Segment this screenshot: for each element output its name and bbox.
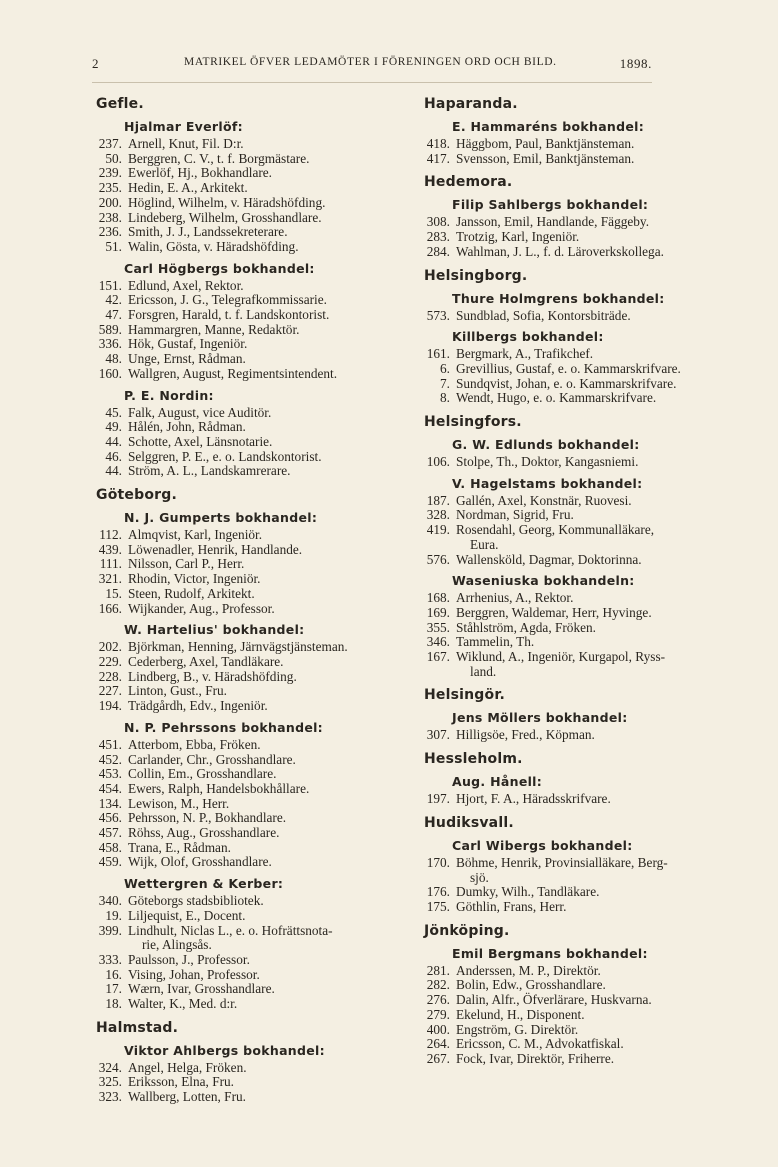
member-entry: [96, 1061, 418, 1076]
member-number: 239.: [98, 165, 122, 181]
member-number: 227.: [98, 683, 122, 699]
member-entry: [424, 362, 764, 377]
member-entry: [424, 856, 764, 885]
member-number: 168.: [426, 590, 450, 606]
member-entry: [96, 152, 418, 167]
member-number: 279.: [426, 1006, 450, 1022]
header-year: 1898.: [619, 56, 652, 71]
member-number: 281.: [426, 962, 450, 978]
member-name: Lindeberg, Wilhelm, Grosshandlare.: [128, 209, 322, 225]
member-name: Rosendahl, Georg, Kommunalläkare,: [456, 522, 655, 538]
member-entry: [96, 211, 418, 226]
member-number: 169.: [426, 604, 450, 620]
member-entry: [424, 792, 764, 807]
member-entry: [96, 406, 418, 421]
member-name: Göteborgs stadsbibliotek.: [128, 893, 264, 909]
member-name: Ericsson, C. M., Advokatfiskal.: [456, 1036, 624, 1052]
member-name: Wijk, Olof, Grosshandlare.: [128, 854, 272, 870]
bookstore-heading: Hjalmar Everlöf:: [124, 119, 243, 134]
bookstore-heading: W. Hartelius' bokhandel:: [124, 622, 305, 638]
member-name: Hök, Gustaf, Ingeniör.: [128, 336, 248, 352]
member-entry: [96, 968, 418, 983]
member-entry: [96, 450, 418, 465]
member-name: Pehrsson, N. P., Bokhandlare.: [128, 810, 287, 826]
member-number: 418.: [426, 136, 450, 151]
member-entry: [96, 420, 418, 435]
member-number: 451.: [98, 736, 122, 752]
member-number: 282.: [426, 977, 450, 993]
city-heading: Hedemora.: [424, 174, 513, 191]
member-name: Almqvist, Karl, Ingeniör.: [128, 527, 263, 543]
member-name: Nilsson, Carl P., Herr.: [128, 556, 245, 572]
member-name: Grevillius, Gustaf, e. o. Kammarskrifvare.: [456, 360, 681, 376]
member-name: Berggren, C. V., t. f. Borgmästare.: [128, 150, 310, 166]
member-entry: [96, 982, 418, 997]
member-name: Engström, G. Direktör.: [456, 1021, 579, 1037]
member-entry: [424, 523, 764, 552]
member-entry: [424, 377, 764, 392]
member-entry: [424, 553, 764, 568]
member-name-continued: Eura.: [470, 536, 499, 552]
member-number: 308.: [426, 214, 450, 230]
member-name: Falk, August, vice Auditör.: [128, 404, 272, 420]
member-number: 51.: [105, 238, 122, 254]
member-entry: [96, 337, 418, 352]
member-number: 333.: [98, 951, 122, 967]
member-number: 47.: [105, 307, 122, 323]
running-header: [92, 56, 652, 76]
bookstore-heading: P. E. Nordin:: [124, 387, 214, 403]
member-number: 399.: [98, 922, 122, 938]
member-number: 134.: [98, 795, 122, 811]
member-number: 167.: [426, 649, 450, 665]
member-number: 50.: [105, 150, 122, 166]
member-entry: [96, 841, 418, 856]
member-number: 6.: [440, 360, 450, 376]
city-heading: Hudiksvall.: [424, 814, 514, 831]
bookstore-heading: Waseniuska bokhandeln:: [452, 573, 635, 589]
member-name: Forsgren, Harald, t. f. Landskontorist.: [128, 307, 330, 323]
member-number: 355.: [426, 619, 450, 635]
member-name: Jansson, Emil, Handlande, Fäggeby.: [456, 214, 650, 230]
member-number: 170.: [426, 854, 450, 870]
member-entry: [96, 587, 418, 602]
member-entry: [96, 572, 418, 587]
member-name: Häggbom, Paul, Banktjänsteman.: [456, 136, 635, 151]
member-name: Rhodin, Victor, Ingeniör.: [128, 571, 261, 587]
member-entry: [96, 699, 418, 714]
member-number: 46.: [105, 448, 122, 464]
member-name-continued: land.: [470, 663, 497, 679]
member-entry: [96, 367, 418, 382]
member-name: Liljequist, E., Docent.: [128, 907, 246, 923]
member-name: Svensson, Emil, Banktjänsteman.: [456, 150, 635, 166]
member-name: Berggren, Waldemar, Herr, Hyvinge.: [456, 604, 652, 620]
member-entry: [96, 670, 418, 685]
member-number: 160.: [98, 365, 122, 381]
member-entry: [96, 308, 418, 323]
member-entry: [96, 240, 418, 255]
member-name: Höglind, Wilhelm, v. Häradshöfding.: [128, 194, 326, 210]
member-name: Smith, J. J., Landssekreterare.: [128, 224, 288, 240]
member-number: 336.: [98, 336, 122, 352]
member-name: Paulsson, J., Professor.: [128, 951, 250, 967]
bookstore-heading: Aug. Hånell:: [452, 774, 543, 790]
member-name: Linton, Gust., Fru.: [128, 683, 227, 699]
member-number: 459.: [98, 854, 122, 870]
member-number: 238.: [98, 209, 122, 225]
member-entry: [96, 909, 418, 924]
member-entry: [424, 137, 764, 152]
member-name: Vising, Johan, Professor.: [128, 966, 260, 982]
member-number: 321.: [98, 571, 122, 587]
member-entry: [96, 543, 418, 558]
member-entry: [424, 900, 764, 915]
member-entry: [424, 885, 764, 900]
member-entry: [96, 323, 418, 338]
member-name: Fock, Ivar, Direktör, Friherre.: [456, 1050, 615, 1066]
bookstore-heading: Carl Högbergs bokhandel:: [124, 260, 315, 276]
member-entry: [96, 557, 418, 572]
member-entry: [96, 279, 418, 294]
member-number: 264.: [426, 1036, 450, 1052]
member-number: 45.: [105, 404, 122, 420]
member-name: Nordman, Sigrid, Fru.: [456, 507, 574, 523]
member-entry: [96, 924, 418, 953]
member-name: Dumky, Wilh., Tandläkare.: [456, 884, 600, 900]
member-entry: [96, 137, 418, 152]
member-entry: [424, 494, 764, 509]
member-name: Walter, K., Med. d:r.: [128, 996, 238, 1012]
member-entry: [96, 894, 418, 909]
member-name: Ström, A. L., Landskamrerare.: [128, 463, 291, 479]
member-name: Gallén, Axel, Konstnär, Ruovesi.: [456, 492, 632, 508]
member-entry: [424, 152, 764, 167]
bookstore-heading: Carl Wibergs bokhandel:: [452, 837, 633, 853]
member-name: Wijkander, Aug., Professor.: [128, 600, 275, 616]
member-name: Lindberg, B., v. Häradshöfding.: [128, 668, 297, 684]
member-name: Dalin, Alfr., Öfverlärare, Huskvarna.: [456, 992, 652, 1008]
member-number: 8.: [440, 390, 450, 406]
member-number: 161.: [426, 346, 450, 362]
city-heading: Helsingborg.: [424, 267, 528, 284]
member-number: 417.: [426, 150, 450, 166]
member-entry: [424, 1037, 764, 1052]
member-entry: [96, 225, 418, 240]
member-entry: [96, 293, 418, 308]
member-number: 457.: [98, 825, 122, 841]
member-entry: [424, 621, 764, 636]
city-heading: Hessleholm.: [424, 751, 523, 768]
bookstore-heading: Filip Sahlbergs bokhandel:: [452, 197, 649, 213]
member-name: Schotte, Axel, Länsnotarie.: [128, 433, 273, 449]
member-number: 456.: [98, 810, 122, 826]
member-number: 453.: [98, 766, 122, 782]
bookstore-heading: Thure Holmgrens bokhandel:: [452, 290, 665, 306]
member-number: 340.: [98, 893, 122, 909]
city-heading: Helsingör.: [424, 687, 505, 704]
left-column: [96, 96, 418, 1105]
bookstore-heading: N. P. Pehrssons bokhandel:: [124, 719, 323, 735]
member-number: 44.: [105, 433, 122, 449]
member-entry: [96, 196, 418, 211]
member-number: 194.: [98, 698, 122, 714]
member-number: 200.: [98, 194, 122, 210]
member-entry: [96, 181, 418, 196]
member-number: 235.: [98, 180, 122, 196]
member-entry: [424, 1008, 764, 1023]
member-entry: [424, 635, 764, 650]
member-entry: [96, 352, 418, 367]
member-number: 324.: [98, 1059, 122, 1075]
member-number: 42.: [105, 292, 122, 308]
member-entry: [96, 997, 418, 1012]
member-name: Angel, Helga, Fröken.: [128, 1059, 247, 1075]
member-name-continued: sjö.: [470, 869, 489, 885]
city-heading: Gefle.: [96, 96, 144, 112]
member-name: Wallberg, Lotten, Fru.: [128, 1089, 246, 1105]
member-entry: [96, 528, 418, 543]
bookstore-heading: Emil Bergmans bokhandel:: [452, 945, 648, 961]
member-number: 325.: [98, 1074, 122, 1090]
member-name: Trädgårdh, Edv., Ingeniör.: [128, 698, 268, 714]
bookstore-heading: Killbergs bokhandel:: [452, 329, 604, 345]
member-number: 328.: [426, 507, 450, 523]
member-number: 276.: [426, 992, 450, 1008]
member-number: 236.: [98, 224, 122, 240]
city-heading: Göteborg.: [96, 487, 177, 504]
member-number: 202.: [98, 639, 122, 655]
member-entry: [424, 606, 764, 621]
bookstore-heading: G. W. Edlunds bokhandel:: [452, 437, 640, 453]
member-entry: [424, 1023, 764, 1038]
member-name: Arnell, Knut, Fil. D:r.: [128, 136, 244, 151]
bookstore-heading: V. Hagelstams bokhandel:: [452, 475, 643, 491]
page-number: 2: [92, 56, 100, 71]
member-name: Wærn, Ivar, Grosshandlare.: [128, 981, 275, 997]
member-name: Röhss, Aug., Grosshandlare.: [128, 825, 280, 841]
header-rule: [92, 82, 652, 83]
member-entry: [424, 230, 764, 245]
member-entry: [96, 602, 418, 617]
member-entry: [96, 953, 418, 968]
member-name: Göthlin, Frans, Herr.: [456, 898, 567, 914]
right-column: [424, 96, 764, 1067]
member-entry: [96, 464, 418, 479]
bookstore-heading: N. J. Gumperts bokhandel:: [124, 510, 318, 526]
member-entry: [424, 347, 764, 362]
member-number: 346.: [426, 634, 450, 650]
member-number: 419.: [426, 522, 450, 538]
member-number: 19.: [105, 907, 122, 923]
bookstore-heading: Jens Möllers bokhandel:: [452, 710, 628, 726]
member-name: Atterbom, Ebba, Fröken.: [128, 736, 261, 752]
member-number: 49.: [105, 419, 122, 435]
member-name: Bolin, Edw., Grosshandlare.: [456, 977, 606, 993]
member-name: Selggren, P. E., e. o. Landskontorist.: [128, 448, 322, 464]
member-name: Böhme, Henrik, Provinsialläkare, Berg-: [456, 854, 668, 870]
member-number: 17.: [105, 981, 122, 997]
member-name: Löwenadler, Henrik, Handlande.: [128, 541, 303, 557]
member-name: Hjort, F. A., Häradsskrifvare.: [456, 791, 611, 807]
city-heading: Haparanda.: [424, 96, 518, 112]
member-name: Wallgren, August, Regimentsintendent.: [128, 365, 338, 381]
member-entry: [424, 650, 764, 679]
member-entry: [96, 855, 418, 870]
member-name: Collin, Em., Grosshandlare.: [128, 766, 277, 782]
member-entry: [424, 455, 764, 470]
member-number: 166.: [98, 600, 122, 616]
member-name: Wahlman, J. L., f. d. Läroverkskollega.: [456, 243, 664, 259]
member-entry: [424, 964, 764, 979]
member-entry: [424, 309, 764, 324]
member-name: Björkman, Henning, Järnvägstjänsteman.: [128, 639, 348, 655]
member-number: 187.: [426, 492, 450, 508]
member-number: 284.: [426, 243, 450, 259]
member-entry: [96, 684, 418, 699]
member-number: 44.: [105, 463, 122, 479]
member-entry: [96, 1075, 418, 1090]
member-number: 323.: [98, 1089, 122, 1105]
member-name: Ekelund, H., Disponent.: [456, 1006, 585, 1022]
member-entry: [424, 728, 764, 743]
member-entry: [424, 508, 764, 523]
member-name-continued: rie, Alingsås.: [142, 937, 212, 953]
member-number: 452.: [98, 751, 122, 767]
member-name: Unge, Ernst, Rådman.: [128, 351, 246, 367]
bookstore-heading: Viktor Ahlbergs bokhandel:: [124, 1042, 325, 1058]
member-number: 111.: [99, 556, 122, 572]
city-heading: Jönköping.: [424, 922, 510, 939]
member-number: 197.: [426, 791, 450, 807]
member-name: Steen, Rudolf, Arkitekt.: [128, 585, 255, 601]
bookstore-heading: E. Hammaréns bokhandel:: [452, 119, 645, 134]
member-number: 439.: [98, 541, 122, 557]
member-name: Anderssen, M. P., Direktör.: [456, 962, 601, 978]
member-number: 151.: [98, 277, 122, 293]
member-entry: [96, 782, 418, 797]
city-heading: Helsingfors.: [424, 414, 522, 431]
member-entry: [424, 245, 764, 260]
member-entry: [424, 215, 764, 230]
member-entry: [96, 655, 418, 670]
member-number: 15.: [105, 585, 122, 601]
member-number: 175.: [426, 898, 450, 914]
member-name: Eriksson, Elna, Fru.: [128, 1074, 234, 1090]
member-entry: [96, 797, 418, 812]
member-name: Ewers, Ralph, Handelsbokhållare.: [128, 780, 310, 796]
header-title: MATRIKEL ÖFVER LEDAMÖTER I FÖRENINGEN ORD OCH BILD.: [184, 56, 557, 68]
member-name: Wallensköld, Dagmar, Doktorinna.: [456, 551, 642, 567]
member-entry: [424, 978, 764, 993]
member-name: Tammelin, Th.: [456, 634, 535, 650]
member-name: Lewison, M., Herr.: [128, 795, 230, 811]
member-number: 48.: [105, 351, 122, 367]
member-name: Trotzig, Karl, Ingeniör.: [456, 229, 580, 245]
member-number: 229.: [98, 653, 122, 669]
member-number: 576.: [426, 551, 450, 567]
member-name: Lindhult, Niclas L., e. o. Hofrättsnota-: [128, 922, 333, 938]
member-name: Bergmark, A., Trafikchef.: [456, 346, 594, 362]
member-name: Wiklund, A., Ingeniör, Kurgapol, Ryss-: [456, 649, 666, 665]
member-entry: [96, 640, 418, 655]
member-number: 589.: [98, 321, 122, 337]
member-name: Carlander, Chr., Grosshandlare.: [128, 751, 296, 767]
member-number: 454.: [98, 780, 122, 796]
member-entry: [96, 811, 418, 826]
bookstore-heading: Wettergren & Kerber:: [124, 876, 284, 892]
member-number: 458.: [98, 839, 122, 855]
member-number: 237.: [98, 136, 122, 151]
member-number: 7.: [440, 375, 450, 391]
member-number: 16.: [105, 966, 122, 982]
member-number: 573.: [426, 307, 450, 323]
member-name: Ericsson, J. G., Telegrafkommissarie.: [128, 292, 327, 308]
member-name: Sundqvist, Johan, e. o. Kammarskrifvare.: [456, 375, 677, 391]
member-number: 307.: [426, 727, 450, 743]
member-name: Edlund, Axel, Rektor.: [128, 277, 244, 293]
member-name: Hedin, E. A., Arkitekt.: [128, 180, 248, 196]
member-number: 267.: [426, 1050, 450, 1066]
member-entry: [424, 1052, 764, 1067]
member-number: 228.: [98, 668, 122, 684]
member-number: 283.: [426, 229, 450, 245]
member-name: Stolpe, Th., Doktor, Kangasniemi.: [456, 454, 639, 470]
city-heading: Halmstad.: [96, 1019, 179, 1036]
member-entry: [96, 753, 418, 768]
member-number: 106.: [426, 454, 450, 470]
member-entry: [96, 435, 418, 450]
member-entry: [96, 767, 418, 782]
member-name: Wendt, Hugo, e. o. Kammarskrifvare.: [456, 390, 657, 406]
member-name: Trana, E., Rådman.: [128, 839, 231, 855]
member-name: Hilligsöe, Fred., Köpman.: [456, 727, 595, 743]
member-name: Walin, Gösta, v. Häradshöfding.: [128, 238, 299, 254]
member-name: Hålén, John, Rådman.: [128, 419, 246, 435]
member-number: 18.: [105, 996, 122, 1012]
member-entry: [96, 1090, 418, 1105]
member-entry: [424, 591, 764, 606]
member-entry: [424, 993, 764, 1008]
member-name: Sundblad, Sofia, Kontorsbiträde.: [456, 307, 631, 323]
member-name: Arrhenius, A., Rektor.: [456, 590, 574, 606]
member-name: Ståhlström, Agda, Fröken.: [456, 619, 596, 635]
member-entry: [96, 738, 418, 753]
member-name: Cederberg, Axel, Tandläkare.: [128, 653, 284, 669]
member-number: 176.: [426, 884, 450, 900]
member-number: 112.: [99, 527, 122, 543]
member-entry: [96, 826, 418, 841]
member-entry: [424, 391, 764, 406]
member-number: 400.: [426, 1021, 450, 1037]
member-name: Ewerlöf, Hj., Bokhandlare.: [128, 165, 273, 181]
member-name: Hammargren, Manne, Redaktör.: [128, 321, 300, 337]
member-entry: [96, 166, 418, 181]
